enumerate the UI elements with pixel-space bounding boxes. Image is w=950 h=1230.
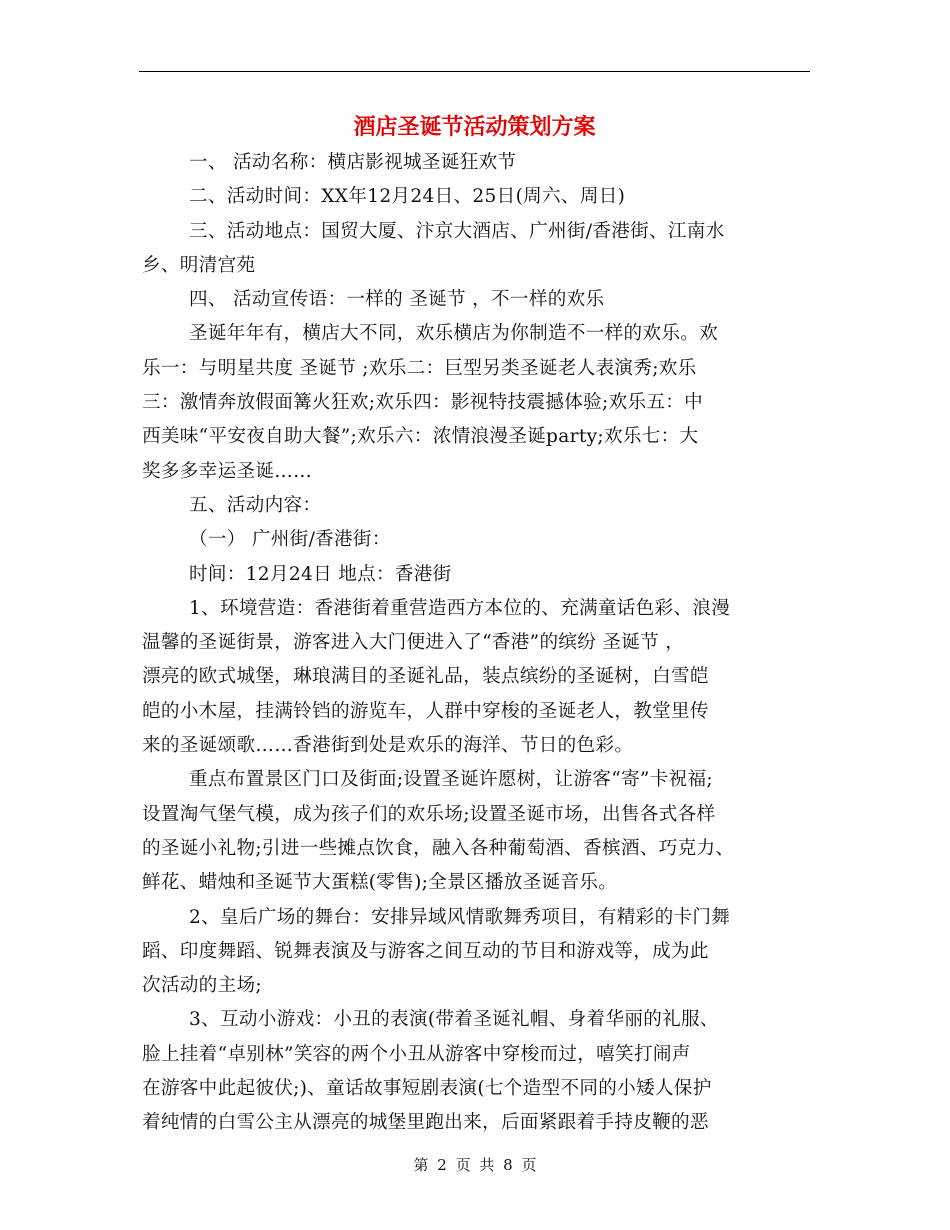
text-line: 三：激情奔放假面篝火狂欢;欢乐四：影视特技震撼体验;欢乐五：中: [142, 392, 704, 414]
text-line: 奖多多幸运圣诞……: [142, 460, 313, 482]
text-line: 的圣诞小礼物;引进一些摊点饮食，融入各种葡萄酒、香槟酒、巧克力、: [142, 837, 735, 859]
text-line: 设置淘气堡气模，成为孩子们的欢乐场;设置圣诞市场，出售各式各样: [142, 803, 716, 825]
text-line: 温馨的圣诞街景，游客进入大门便进入了“香港”的缤纷 圣诞节 ，: [142, 632, 685, 654]
text-line: 脸上挂着“卓别林”笑容的两个小丑从游客中穿梭而过，嘻笑打闹声: [142, 1043, 691, 1065]
document-title: 酒店圣诞节活动策划方案: [353, 114, 596, 140]
text-line: 三、活动地点：国贸大厦、汴京大酒店、广州街/香港街、江南水: [189, 220, 725, 242]
text-line: 四、 活动宣传语：一样的 圣诞节 ，不一样的欢乐: [189, 289, 605, 311]
text-line: 皑的小木屋，挂满铃铛的游览车，人群中穿梭的圣诞老人，教堂里传: [142, 700, 709, 722]
text-line: 漂亮的欧式城堡，琳琅满目的圣诞礼品，装点缤纷的圣诞树，白雪皑: [142, 666, 709, 688]
text-line: 西美味“平安夜自助大餐”;欢乐六：浓情浪漫圣诞party;欢乐七：大: [142, 426, 699, 448]
text-line: 1、环境营造：香港街着重营造西方本位的、充满童话色彩、浪漫: [189, 597, 731, 619]
text-line: 五、活动内容：: [189, 494, 322, 516]
text-line: 乡、明清宫苑: [142, 254, 256, 276]
header-rule: [139, 71, 810, 72]
text-line: 重点布置景区门口及街面;设置圣诞许愿树，让游客“寄”卡祝福;: [189, 769, 713, 791]
text-line: 鲜花、蜡烛和圣诞节大蛋糕(零售);全景区播放圣诞音乐。: [142, 872, 618, 894]
text-line: 2、皇后广场的舞台：安排异域风情歌舞秀项目，有精彩的卡门舞: [189, 906, 731, 928]
text-line: 着纯情的白雪公主从漂亮的城堡里跑出来，后面紧跟着手持皮鞭的恶: [142, 1112, 709, 1134]
text-line: 蹈、印度舞蹈、锐舞表演及与游客之间互动的节目和游戏等，成为此: [142, 940, 709, 962]
text-line: 一、 活动名称：横店影视城圣诞狂欢节: [189, 152, 517, 173]
text-line: 3、互动小游戏：小丑的表演(带着圣诞礼帽、身着华丽的礼服、: [189, 1009, 719, 1031]
text-line: 来的圣诞颂歌……香港街到处是欢乐的海洋、节日的色彩。: [142, 735, 634, 757]
text-line: 时间：12月24日 地点：香港街: [189, 563, 452, 585]
text-line: 圣诞年年有，横店大不同，欢乐横店为你制造不一样的欢乐。欢: [189, 323, 719, 345]
text-line: 在游客中此起彼伏;)、童话故事短剧表演(七个造型不同的小矮人保护: [142, 1078, 712, 1100]
text-line: 次活动的主场;: [142, 975, 262, 997]
text-line: （一） 广州街/香港街：: [189, 529, 391, 551]
document-body: [142, 146, 814, 1141]
text-line: 乐一：与明星共度 圣诞节 ;欢乐二：巨型另类圣诞老人表演秀;欢乐: [142, 357, 697, 379]
page-number-footer: 第 2 页 共 8 页: [413, 1156, 537, 1174]
text-line: 二、活动时间：XX年12月24日、25日(周六、周日): [189, 186, 626, 208]
